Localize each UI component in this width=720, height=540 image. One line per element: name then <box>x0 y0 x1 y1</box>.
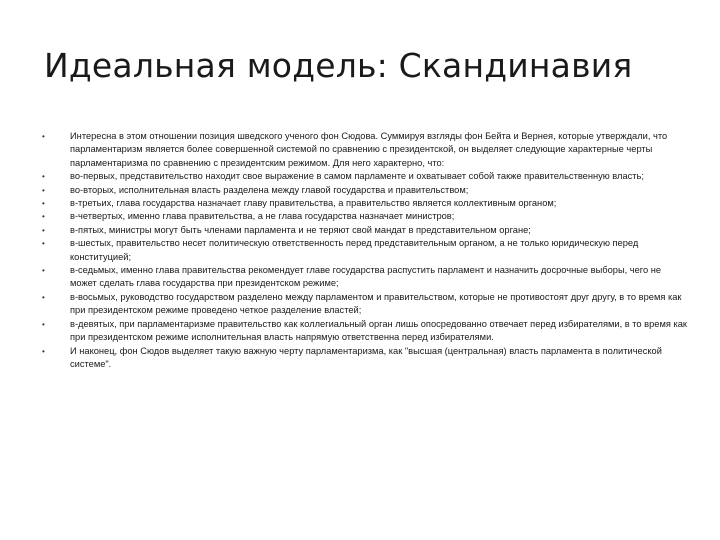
bullet-item-5 <box>40 210 688 223</box>
slide-title: Идеальная модель: Скандинавия <box>44 46 633 85</box>
bullet-icon: • <box>42 319 45 329</box>
bullet-text: в-шестых, правительство несет политическую ответственность перед представительным органом, а не только юридическую перед конституцией; <box>70 238 639 262</box>
bullet-icon: • <box>42 266 45 276</box>
bullet-text: И наконец, фон Сюдов выделяет такую важную черту парламентаризма, как "высшая (центральная) власть парламента в политической системе". <box>70 345 662 369</box>
bullet-text: в-восьмых, руководство государством разделено между парламентом и правительством, которые не противостоят друг другу, в то время как при президентском режиме проведено четкое разделение властей; <box>70 291 682 316</box>
bullet-item-2 <box>40 170 688 183</box>
bullet-icon: • <box>42 225 45 235</box>
bullet-text: Интересна в этом отношении позиция шведского ученого фон Сюдова. Суммируя взгляды фон Бейта и Вернея, которые утверждали, что парламентаризм является более совершенной системой по сравнению с президентской, он выделяет следующие характерные черты парламентаризма по сравнению с президентским режимом. Для него характерно, что: <box>70 131 668 168</box>
bullet-icon: • <box>42 346 45 356</box>
bullet-text: во-вторых, исполнительная власть разделена между главой государства и правительством; <box>70 184 469 195</box>
bullet-item-1 <box>40 130 688 170</box>
bullet-item-4 <box>40 197 688 210</box>
bullet-icon: • <box>42 185 45 195</box>
bullet-item-6 <box>40 224 688 237</box>
bullet-text: в-третьих, глава государства назначает главу правительства, а правительство является коллективным органом; <box>70 198 557 209</box>
bullet-icon: • <box>42 199 45 209</box>
bullet-text: в-девятых, при парламентаризме правительство как коллегиальный орган лишь опосредованно отвечает перед избирателями, в то время как при президентском режиме исполнительная власть напрямую ответственна перед избирателями. <box>70 318 687 343</box>
bullet-icon: • <box>42 292 45 302</box>
bullet-text: в-четвертых, именно глава правительства, а не глава государства назначает министров; <box>70 211 455 222</box>
bullet-icon: • <box>42 212 45 222</box>
bullet-text: во-первых, представительство находит свое выражение в самом парламенте и охватывает собой также правительственную власть; <box>70 171 644 182</box>
bullet-item-11 <box>40 345 688 372</box>
bullet-icon: • <box>42 172 45 182</box>
bullet-item-3 <box>40 184 688 197</box>
bullet-icon: • <box>42 132 45 141</box>
bullet-text: в-седьмых, именно глава правительства рекомендует главе государства распустить парламент и назначить досрочные выборы, чего не может сделать глава государства при президентском режиме; <box>70 265 662 289</box>
bullet-text: в-пятых, министры могут быть членами парламента и не теряют свой мандат в представительном органе; <box>70 224 531 235</box>
bullet-icon: • <box>42 239 45 249</box>
bullet-item-10 <box>40 318 688 345</box>
bullet-item-7 <box>40 237 688 264</box>
bullet-item-8 <box>40 264 688 291</box>
bullet-item-9 <box>40 291 688 318</box>
bullet-list <box>40 130 688 371</box>
